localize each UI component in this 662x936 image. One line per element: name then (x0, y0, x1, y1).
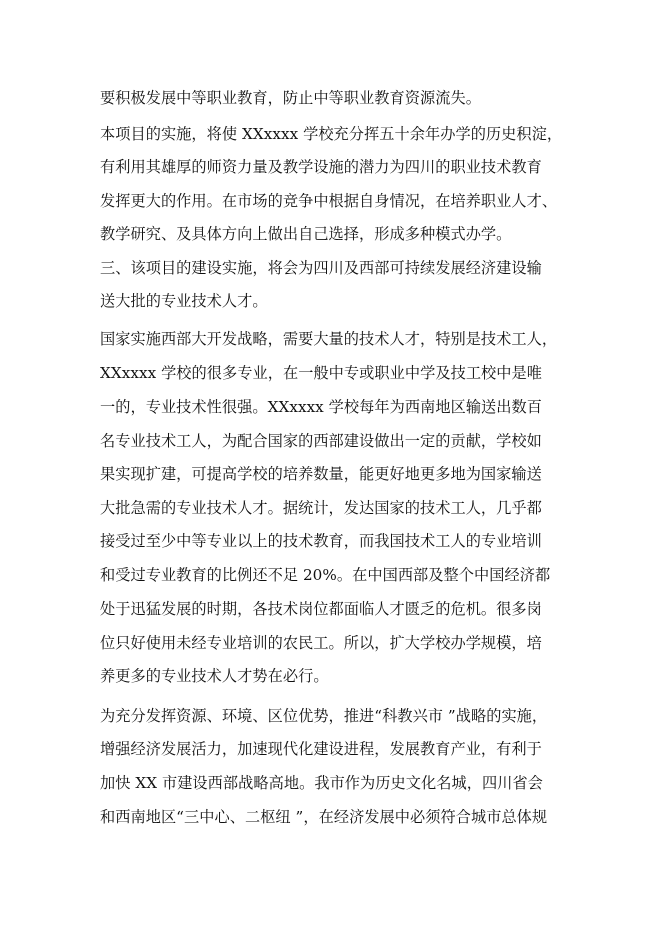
paragraph-line: 养更多的专业技术人才势在必行。 (100, 667, 329, 685)
paragraph-line: 送大批的专业技术人才。 (100, 292, 268, 310)
paragraph-line: 和西南地区“三中心、二枢纽 ”，在经济发展中必须符合城市总体规 (100, 808, 548, 826)
paragraph-line: 处于迅猛发展的时期，各技术岗位都面临人才匮乏的危机。很多岗 (100, 600, 542, 618)
paragraph-line: 名专业技术工人，为配合国家的西部建设做出一定的贡献，学校如 (100, 432, 542, 450)
paragraph-line: 国家实施西部大开发战略，需要大量的技术人才，特别是技术工人， (100, 330, 558, 348)
paragraph-line: 三、该项目的建设实施，将会为四川及西部可持续发展经济建设输 (100, 259, 542, 277)
paragraph-line: 接受过至少中等专业以上的技术教育，而我国技术工人的专业培训 (100, 532, 542, 550)
paragraph-line: 发挥更大的作用。在市场的竞争中根据自身情况，在培养职业人才、 (100, 192, 558, 210)
paragraph-line: 大批急需的专业技术人才。据统计，发达国家的技术工人，几乎都 (100, 499, 542, 517)
paragraph-line: 本项目的实施，将使 XXxxxx 学校充分挥五十余年办学的历史积淀， (100, 125, 563, 143)
paragraph-line: 为充分发挥资源、环境、区位优势，推进“科教兴市 ”战略的实施， (100, 707, 548, 725)
paragraph-line: 和受过专业教育的比例还不足 20%。在中国西部及整个中国经济都 (100, 566, 551, 584)
paragraph-line: 增强经济发展活力，加速现代化建设进程，发展教育产业，有利于 (100, 740, 542, 758)
paragraph-line: XXxxxx 学校的很多专业，在一般中专或职业中学及技工校中是唯 (100, 364, 543, 382)
paragraph-line: 加快 XX 市建设西部战略高地。我市作为历史文化名城，四川省会 (100, 774, 543, 792)
paragraph-line: 一的，专业技术性很强。XXxxxx 学校每年为西南地区输送出数百 (100, 398, 543, 416)
paragraph-line: 教学研究、及具体方向上做出自己选择，形成多种模式办学。 (100, 225, 512, 243)
paragraph-line: 有利用其雄厚的师资力量及教学设施的潜力为四川的职业技术教育 (100, 158, 542, 176)
paragraph-line: 要积极发展中等职业教育，防止中等职业教育资源流失。 (100, 89, 481, 107)
paragraph-line: 果实现扩建，可提高学校的培养数量，能更好地更多地为国家输送 (100, 465, 542, 483)
paragraph-line: 位只好使用未经专业培训的农民工。所以，扩大学校办学规模，培 (100, 634, 542, 652)
